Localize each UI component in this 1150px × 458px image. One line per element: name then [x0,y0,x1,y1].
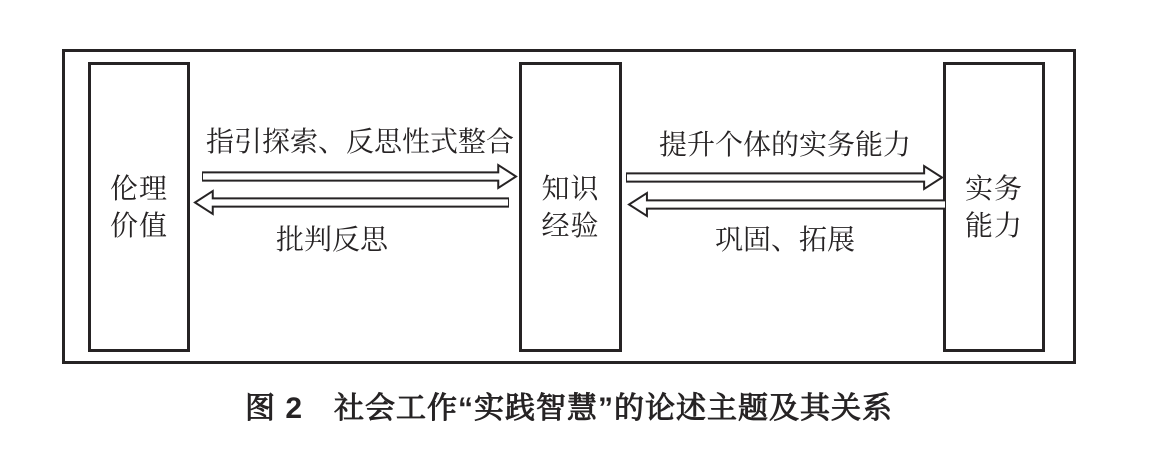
edge-label-consolidate-expand: 巩固、拓展 [715,224,856,255]
arrow-left-knowledge-to-ethics-icon [193,189,509,216]
arrow-right-knowledge-to-practice-icon [626,164,944,191]
edge-label-critical-reflection: 批判反思 [276,224,389,255]
edge-label-guide-explore-integrate: 指引探索、反思性式整合 [205,126,514,157]
node-practice-ability-label-line1: 实务 [964,173,1023,204]
figure-caption: 图 2 社会工作“实践智慧”的论述主题及其关系 [244,392,894,425]
arrow-left-practice-to-knowledge-icon [627,191,946,218]
node-ethics-values [88,62,190,352]
node-knowledge-experience [519,62,622,352]
node-ethics-values-label-line2: 价值 [109,210,168,241]
node-practice-ability [943,62,1045,352]
edge-label-enhance-practice-ability: 提升个体的实务能力 [658,129,911,160]
arrow-right-ethics-to-knowledge-icon [202,163,518,190]
node-knowledge-experience-label-line1: 知识 [541,173,600,204]
node-practice-ability-label-line2: 能力 [964,210,1023,241]
node-ethics-values-label-line1: 伦理 [109,173,168,204]
node-knowledge-experience-label-line2: 经验 [541,210,600,241]
